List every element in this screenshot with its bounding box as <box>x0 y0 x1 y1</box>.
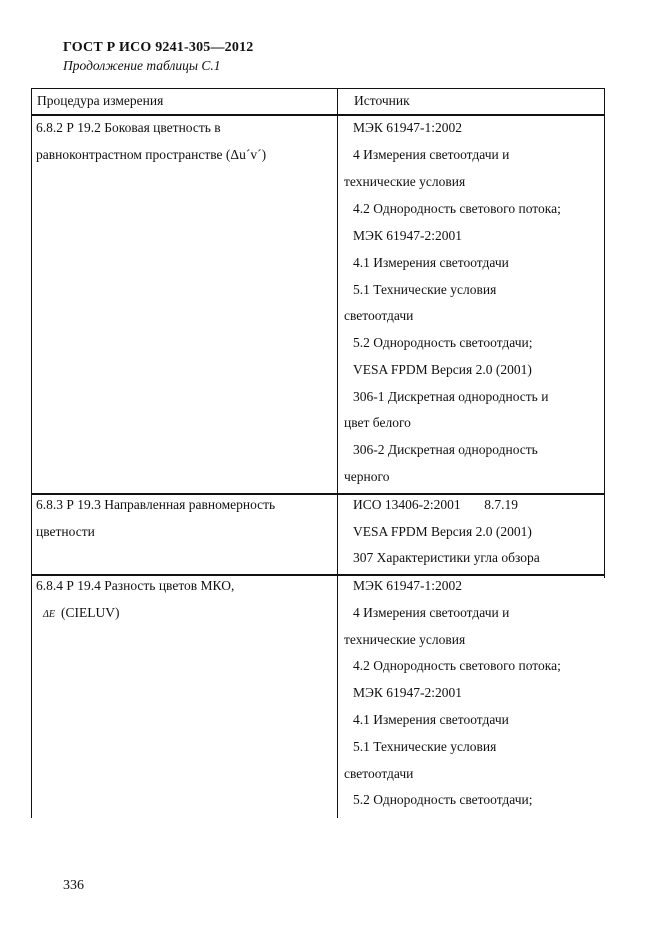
table-right-border <box>604 88 605 578</box>
source-line: МЭК 61947-1:2002 <box>353 578 463 593</box>
source-line: ИСО 13406-2:2001 8.7.19 <box>353 497 518 512</box>
procedure-text-symbol-line <box>43 599 119 628</box>
source-line: 5.1 Технические условия <box>353 739 497 754</box>
procedure-text: (CIELUV) <box>60 605 120 620</box>
source-line: 5.2 Однородность светоотдачи; <box>353 792 533 807</box>
page-number: 336 <box>63 878 84 893</box>
source-line: VESA FPDM Версия 2.0 (2001) <box>353 524 532 539</box>
source-line: VESA FPDM Версия 2.0 (2001) <box>353 362 532 377</box>
source-line: 4 Измерения светоотдачи и <box>353 605 510 620</box>
procedure-text: цветности <box>36 524 95 539</box>
source-line: МЭК 61947-2:2001 <box>353 685 463 700</box>
document-title: ГОСТ Р ИСО 9241-305—2012 <box>63 40 254 55</box>
source-line: цвет белого <box>344 415 411 430</box>
source-line: 4.1 Измерения светоотдачи <box>353 255 509 270</box>
source-line: МЭК 61947-2:2001 <box>353 228 463 243</box>
source-line: 4.2 Однородность светового потока; <box>353 201 561 216</box>
source-line: светоотдачи <box>344 766 414 781</box>
column-header-procedure: Процедура измерения <box>37 93 164 108</box>
source-line: МЭК 61947-1:2002 <box>353 120 463 135</box>
delta-e-symbol: ΔE <box>43 609 55 620</box>
source-line: технические условия <box>344 174 466 189</box>
source-line: технические условия <box>344 632 466 647</box>
table-left-border <box>31 88 32 818</box>
procedure-text: 6.8.3 Р 19.3 Направленная равномерность <box>36 497 276 512</box>
source-line: 4.2 Однородность светового потока; <box>353 658 561 673</box>
source-line: 4.1 Измерения светоотдачи <box>353 712 509 727</box>
column-header-source: Источник <box>354 93 410 108</box>
table-header-row <box>31 88 605 116</box>
source-line: 307 Характеристики угла обзора <box>353 550 540 565</box>
procedure-text: 6.8.2 Р 19.2 Боковая цветность в <box>36 120 221 135</box>
procedure-text: 6.8.4 Р 19.4 Разность цветов МКО, <box>36 578 235 593</box>
table-continuation-caption: Продолжение таблицы С.1 <box>63 58 221 73</box>
source-line: 5.1 Технические условия <box>353 282 497 297</box>
source-line: 306-1 Дискретная однородность и <box>353 389 549 404</box>
source-line: 4 Измерения светоотдачи и <box>353 147 510 162</box>
source-line: черного <box>344 469 390 484</box>
procedure-text: равноконтрастном пространстве (Δu´v´) <box>36 147 267 162</box>
source-line: 5.2 Однородность светоотдачи; <box>353 335 533 350</box>
source-line: светоотдачи <box>344 308 414 323</box>
column-divider <box>337 88 338 818</box>
source-line: 306-2 Дискретная однородность <box>353 442 538 457</box>
